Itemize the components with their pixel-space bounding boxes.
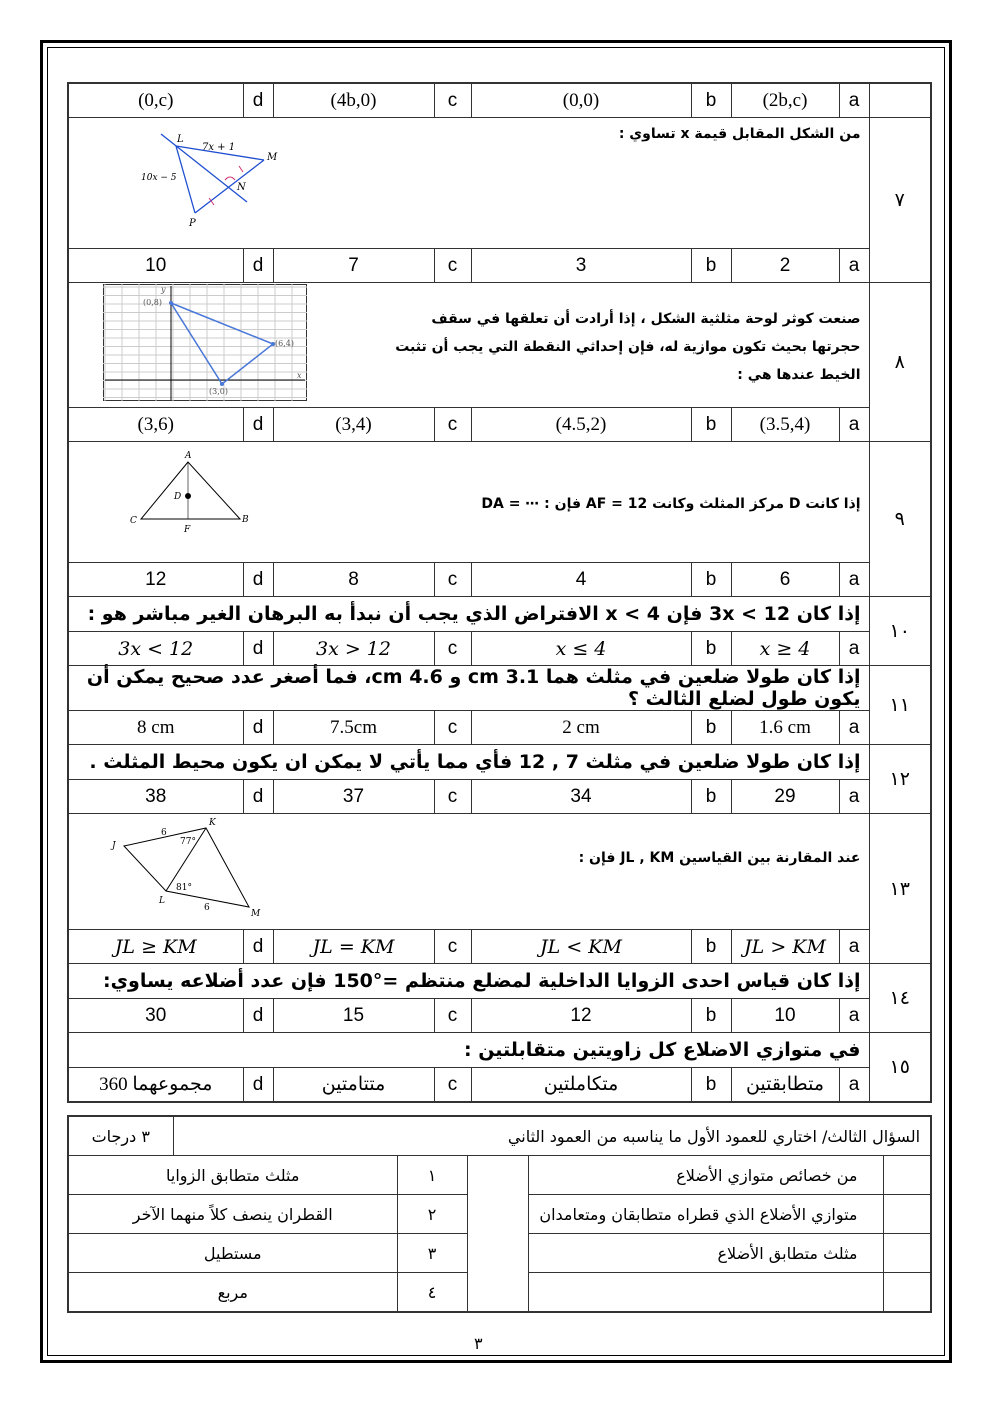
svg-text:L: L <box>159 896 165 906</box>
option-letter-c: c <box>434 780 471 814</box>
option-letter-c: c <box>434 408 471 442</box>
option-a[interactable]: JL > KM <box>731 930 839 964</box>
question-number: ١٥ <box>869 1033 931 1103</box>
option-c[interactable]: 15 <box>273 999 434 1033</box>
option-d[interactable]: 12 <box>68 563 243 597</box>
left-column-item: متوازي الأضلاع الذي قطراه متطابقان ومتعامدان <box>528 1195 883 1234</box>
question-row <box>68 1033 931 1068</box>
option-b[interactable]: 3 <box>471 249 691 283</box>
answer-blank[interactable] <box>883 1273 931 1313</box>
option-a[interactable]: 29 <box>731 780 839 814</box>
item-number: ٢ <box>397 1195 467 1234</box>
option-a[interactable]: x ≥ 4 <box>731 632 839 666</box>
question-text: عند المقارنة بين القياسين JL , KM فإن : <box>578 850 861 866</box>
option-d[interactable]: 30 <box>68 999 243 1033</box>
left-column-item <box>528 1273 883 1313</box>
options-row <box>68 563 931 597</box>
option-letter-a: a <box>839 249 869 283</box>
question-number: ١٣ <box>869 814 931 964</box>
option-letter-d: d <box>243 563 273 597</box>
question-text: من الشكل المقابل قيمة x تساوي : <box>618 126 861 142</box>
option-letter-a: a <box>839 632 869 666</box>
centroid-triangle-figure <box>124 450 249 540</box>
option-c[interactable]: JL = KM <box>273 930 434 964</box>
option-a[interactable]: متطابقتين <box>731 1068 839 1103</box>
option-letter-c: c <box>434 249 471 283</box>
option-letter-a: a <box>839 999 869 1033</box>
answer-blank[interactable] <box>883 1234 931 1273</box>
question-row <box>68 964 931 999</box>
options-row <box>68 632 931 666</box>
option-letter-c: c <box>434 83 471 118</box>
item-number: ١ <box>397 1156 467 1195</box>
svg-text:6: 6 <box>161 828 167 838</box>
option-c[interactable]: 37 <box>273 780 434 814</box>
option-b[interactable]: x ≤ 4 <box>471 632 691 666</box>
option-letter-d: d <box>243 780 273 814</box>
svg-text:N: N <box>237 182 246 193</box>
option-letter-c: c <box>434 711 471 745</box>
left-column-item: من خصائص متوازي الأضلاع <box>528 1156 883 1195</box>
question-number: ١٢ <box>869 745 931 814</box>
svg-text:F: F <box>184 525 191 535</box>
svg-text:B: B <box>242 515 249 525</box>
option-b[interactable]: JL < KM <box>471 930 691 964</box>
option-letter-b: b <box>691 408 731 442</box>
question-number-empty <box>869 83 931 118</box>
options-row <box>68 1068 931 1103</box>
svg-text:(6,4): (6,4) <box>275 339 294 348</box>
option-a[interactable]: 10 <box>731 999 839 1033</box>
option-letter-b: b <box>691 83 731 118</box>
option-a[interactable]: 6 <box>731 563 839 597</box>
question-row <box>68 666 931 711</box>
option-b[interactable]: 12 <box>471 999 691 1033</box>
option-c[interactable]: (3,4) <box>273 408 434 442</box>
question-number: ٩ <box>869 442 931 597</box>
option-letter-b: b <box>691 632 731 666</box>
option-c[interactable]: (4b,0) <box>273 83 434 118</box>
question-text: إذا كان طولا ضلعين في مثلث هما 3.1 cm و 4.6 cm، فما أصغر عدد صحيح يمكن أن يكون طول لضلع الثالث ؟ <box>68 666 869 711</box>
options-row <box>68 408 931 442</box>
svg-text:A: A <box>185 451 192 461</box>
option-letter-c: c <box>434 563 471 597</box>
left-column-item: مثلث متطابق الأضلاع <box>528 1234 883 1273</box>
svg-text:10x − 5: 10x − 5 <box>141 173 177 183</box>
question-text: إذا كان طولا ضلعين في مثلث 7 , 12 فأي مما يأتي لا يمكن ان يكون محيط المثلث . <box>68 745 869 780</box>
question-number: ١١ <box>869 666 931 745</box>
options-row <box>68 930 931 964</box>
matching-table <box>67 1115 932 1313</box>
question-row <box>68 283 931 408</box>
option-letter-a: a <box>839 780 869 814</box>
option-letter-a: a <box>839 408 869 442</box>
svg-text:6: 6 <box>204 903 210 913</box>
question-number: ١٠ <box>869 597 931 666</box>
option-letter-b: b <box>691 711 731 745</box>
svg-text:C: C <box>130 516 137 526</box>
svg-text:x: x <box>297 371 302 380</box>
option-b[interactable]: 2 cm <box>471 711 691 745</box>
option-a[interactable]: (2b,c) <box>731 83 839 118</box>
page-number: ٣ <box>474 1334 483 1353</box>
option-c[interactable]: 8 <box>273 563 434 597</box>
options-row <box>68 249 931 283</box>
right-column-item: مستطيل <box>68 1234 397 1273</box>
svg-text:M: M <box>267 152 278 163</box>
option-c[interactable]: متتامتين <box>273 1068 434 1103</box>
option-letter-a: a <box>839 83 869 118</box>
question-number: ٧ <box>869 118 931 283</box>
option-letter-d: d <box>243 1068 273 1103</box>
svg-text:81°: 81° <box>176 883 192 893</box>
svg-text:P: P <box>189 218 196 229</box>
svg-text:77°: 77° <box>180 837 196 847</box>
option-d[interactable]: مجموعهما 360 <box>68 1068 243 1103</box>
options-row <box>68 999 931 1033</box>
option-d[interactable]: 3x < 12 <box>68 632 243 666</box>
option-a[interactable]: (3.5,4) <box>731 408 839 442</box>
svg-text:M: M <box>251 909 261 919</box>
option-letter-a: a <box>839 563 869 597</box>
option-letter-b: b <box>691 930 731 964</box>
svg-text:L: L <box>177 134 184 145</box>
option-b[interactable]: متكاملتين <box>471 1068 691 1103</box>
option-b[interactable]: 34 <box>471 780 691 814</box>
option-d[interactable]: 8 cm <box>68 711 243 745</box>
question-text: إذا كانت D مركز المثلث وكانت AF = 12 فإن : ⋯ = DA <box>481 496 861 512</box>
option-c[interactable]: 7 <box>273 249 434 283</box>
option-letter-c: c <box>434 999 471 1033</box>
option-b[interactable]: (4.5,2) <box>471 408 691 442</box>
item-number: ٤ <box>397 1273 467 1313</box>
option-letter-b: b <box>691 999 731 1033</box>
option-letter-d: d <box>243 249 273 283</box>
question-row <box>68 118 931 249</box>
coordinate-grid-figure <box>103 284 307 401</box>
options-row <box>68 83 931 118</box>
question-number: ١٤ <box>869 964 931 1033</box>
question-row <box>68 597 931 632</box>
svg-text:(0,8): (0,8) <box>143 298 162 307</box>
option-letter-c: c <box>434 632 471 666</box>
question-row <box>68 442 931 563</box>
question-row <box>68 814 931 930</box>
svg-text:J: J <box>112 841 116 851</box>
option-c[interactable]: 7.5cm <box>273 711 434 745</box>
option-d[interactable]: (0,c) <box>68 83 243 118</box>
question-text: صنعت كوثر لوحة مثلثية الشكل ، إذا أرادت أن تعلقها في سقف حجرتها بحيث تكون موازية له، فإن إحداثي النقطة التي يجب أن تثبت الخيط عندها هي : <box>395 311 861 383</box>
marks: ٣ درجات <box>68 1116 173 1156</box>
answer-column[interactable] <box>467 1156 528 1313</box>
svg-text:7x + 1: 7x + 1 <box>202 142 236 153</box>
option-d[interactable]: 38 <box>68 780 243 814</box>
option-letter-b: b <box>691 563 731 597</box>
option-c[interactable]: 3x > 12 <box>273 632 434 666</box>
svg-text:D: D <box>174 492 182 502</box>
option-letter-d: d <box>243 999 273 1033</box>
option-b[interactable]: (0,0) <box>471 83 691 118</box>
matching-row <box>68 1156 931 1195</box>
answer-blank[interactable] <box>883 1156 931 1195</box>
quadrilateral-figure <box>106 814 276 924</box>
question-text: إذا كان قياس احدى الزوايا الداخلية لمضلع منتظم =°150 فإن عدد أضلاعه يساوي: <box>68 964 869 999</box>
option-d[interactable]: 10 <box>68 249 243 283</box>
question-text: في متوازي الاضلاع كل زاويتين متقابلتين : <box>68 1033 869 1068</box>
option-letter-d: d <box>243 930 273 964</box>
option-a[interactable]: 1.6 cm <box>731 711 839 745</box>
right-column-item: مربع <box>68 1273 397 1313</box>
mcq-table <box>67 82 932 1103</box>
options-row <box>68 711 931 745</box>
option-letter-b: b <box>691 1068 731 1103</box>
question-text: إذا كان 3x < 12 فإن x < 4 الافتراض الذي يجب أن نبدأ به البرهان الغير مباشر هو : <box>68 597 869 632</box>
option-letter-a: a <box>839 711 869 745</box>
svg-text:K: K <box>209 818 216 828</box>
right-column-item: مثلث متطابق الزوايا <box>68 1156 397 1195</box>
item-number: ٣ <box>397 1234 467 1273</box>
question-row <box>68 745 931 780</box>
question-number: ٨ <box>869 283 931 442</box>
right-column-item: القطران ينصف كلاً منهما الآخر <box>68 1195 397 1234</box>
option-letter-a: a <box>839 1068 869 1103</box>
option-a[interactable]: 2 <box>731 249 839 283</box>
option-letter-a: a <box>839 930 869 964</box>
option-d[interactable]: (3,6) <box>68 408 243 442</box>
option-letter-d: d <box>243 632 273 666</box>
option-letter-d: d <box>243 711 273 745</box>
section-title: السؤال الثالث/ اختاري للعمود الأول ما يناسبه من العمود الثاني <box>173 1116 931 1156</box>
options-row <box>68 780 931 814</box>
answer-blank[interactable] <box>883 1195 931 1234</box>
svg-text:y: y <box>161 285 166 294</box>
svg-text:(3,0): (3,0) <box>209 387 228 396</box>
option-letter-d: d <box>243 408 273 442</box>
option-letter-b: b <box>691 780 731 814</box>
option-letter-d: d <box>243 83 273 118</box>
option-b[interactable]: 4 <box>471 563 691 597</box>
option-letter-c: c <box>434 930 471 964</box>
option-d[interactable]: JL ≥ KM <box>68 930 243 964</box>
option-letter-c: c <box>434 1068 471 1103</box>
option-letter-b: b <box>691 249 731 283</box>
